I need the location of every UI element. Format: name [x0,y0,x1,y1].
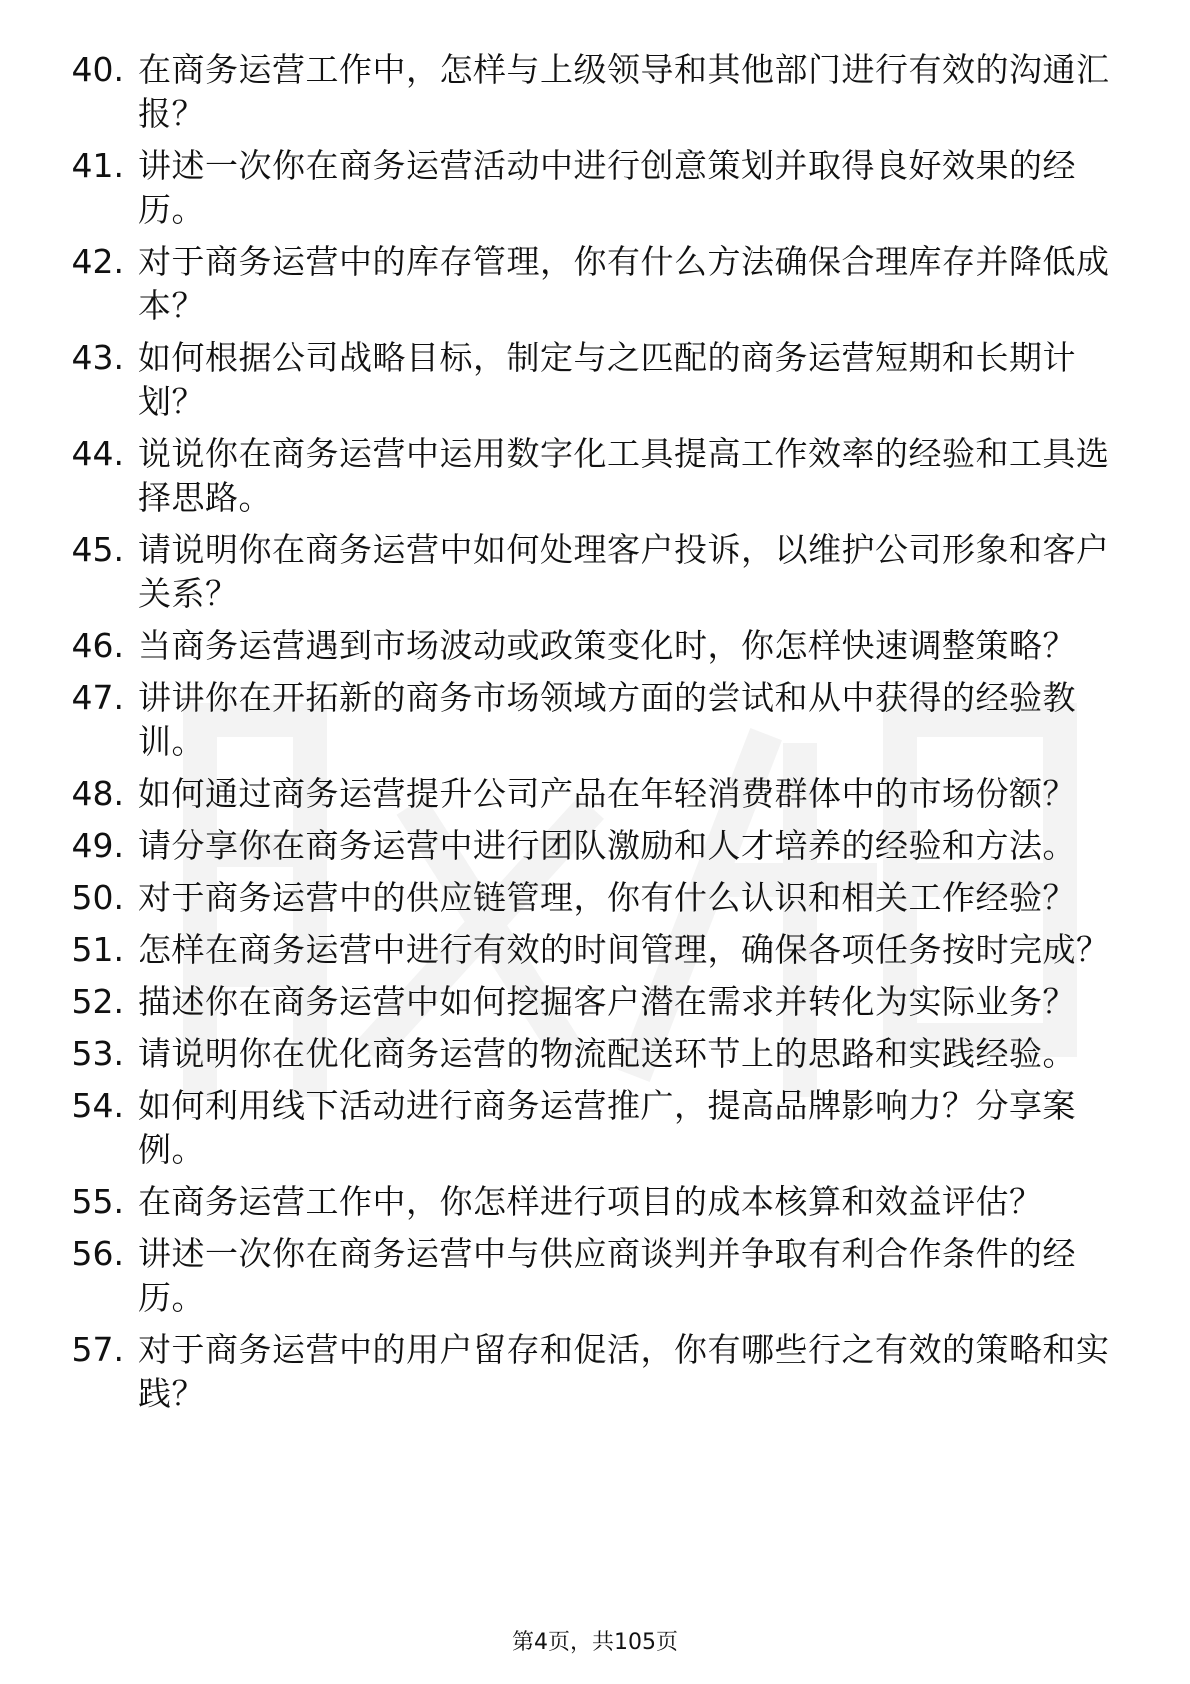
question-text: 如何利用线下活动进行商务运营推广，提高品牌影响力？分享案例。 [138,1086,1076,1169]
list-item [56,528,1116,616]
question-text: 怎样在商务运营中进行有效的时间管理，确保各项任务按时完成？ [138,930,1110,969]
question-text: 请说明你在优化商务运营的物流配送环节上的思路和实践经验。 [138,1034,1076,1073]
question-number: 51. [71,930,124,969]
question-text: 讲讲你在开拓新的商务市场领域方面的尝试和从中获得的经验教训。 [138,678,1076,761]
question-text: 描述你在商务运营中如何挖掘客户潜在需求并转化为实际业务？ [138,982,1076,1021]
list-item [56,980,1116,1024]
question-number: 40. [71,50,124,89]
question-number: 56. [71,1234,124,1273]
question-text: 请分享你在商务运营中进行团队激励和人才培养的经验和方法。 [138,826,1076,865]
question-number: 41. [71,146,124,185]
question-number: 57. [71,1330,124,1369]
question-number: 50. [71,878,124,917]
list-item [56,928,1116,972]
question-number: 45. [71,530,124,569]
question-text: 如何通过商务运营提升公司产品在年轻消费群体中的市场份额？ [138,774,1076,813]
list-item [56,240,1116,328]
question-text: 在商务运营工作中，怎样与上级领导和其他部门进行有效的沟通汇报？ [138,50,1110,133]
list-item [56,144,1116,232]
page-footer [0,1628,1190,1658]
list-item [56,772,1116,816]
list-item [56,1232,1116,1320]
question-number: 47. [71,678,124,717]
question-text: 对于商务运营中的供应链管理，你有什么认识和相关工作经验？ [138,878,1076,917]
question-list [56,48,1116,1424]
list-item [56,336,1116,424]
question-text: 讲述一次你在商务运营中与供应商谈判并争取有利合作条件的经历。 [138,1234,1076,1317]
question-text: 在商务运营工作中，你怎样进行项目的成本核算和效益评估？ [138,1182,1043,1221]
question-text: 如何根据公司战略目标，制定与之匹配的商务运营短期和长期计划？ [138,338,1076,421]
question-number: 53. [71,1034,124,1073]
question-text: 请说明你在商务运营中如何处理客户投诉，以维护公司形象和客户关系？ [138,530,1110,613]
question-number: 46. [71,626,124,665]
question-number: 54. [71,1086,124,1125]
list-item [56,624,1116,668]
question-number: 43. [71,338,124,377]
question-text: 对于商务运营中的用户留存和促活，你有哪些行之有效的策略和实践？ [138,1330,1110,1413]
question-number: 52. [71,982,124,1021]
list-item [56,824,1116,868]
question-number: 49. [71,826,124,865]
list-item [56,876,1116,920]
question-number: 48. [71,774,124,813]
list-item [56,1032,1116,1076]
list-item [56,1084,1116,1172]
question-text: 当商务运营遇到市场波动或政策变化时，你怎样快速调整策略？ [138,626,1076,665]
question-text: 讲述一次你在商务运营活动中进行创意策划并取得良好效果的经历。 [138,146,1076,229]
list-item [56,1180,1116,1224]
list-item [56,1328,1116,1416]
list-item [56,432,1116,520]
question-text: 对于商务运营中的库存管理，你有什么方法确保合理库存并降低成本？ [138,242,1110,325]
page-number-label: 第4页，共105页 [512,1630,678,1655]
question-text: 说说你在商务运营中运用数字化工具提高工作效率的经验和工具选择思路。 [138,434,1110,517]
list-item [56,48,1116,136]
question-number: 55. [71,1182,124,1221]
question-number: 42. [71,242,124,281]
list-item [56,676,1116,764]
question-number: 44. [71,434,124,473]
